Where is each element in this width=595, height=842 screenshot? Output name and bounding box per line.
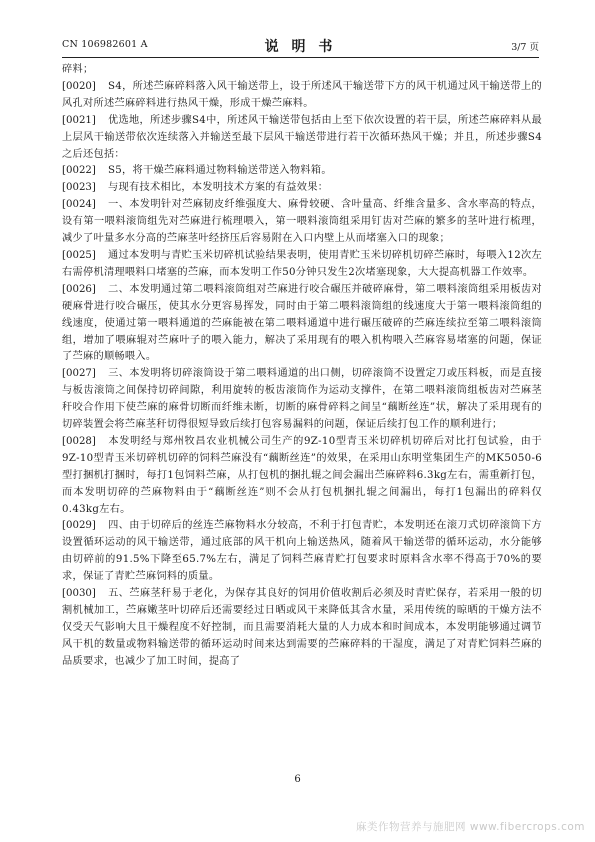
- paragraph-text: 五、苎麻茎秆易于老化，为保存其良好的饲用价值收割后必须及时青贮保存，若采用一般的切割机械加工，苎麻嫩茎叶切碎后还需要经过日晒或风干来降低其含水量，采用传统的晾晒的干燥方法不仅受天气影响大且干燥程度不好控制，而且需要消耗大量的人力成本和时间成本，本发明能够通过调节风干机的数量或物料输送带的循环运动时间来达到需要的苎麻碎料的干湿度，满足了对青贮饲料苎麻的品质要求，也减少了加工时间，提高了: [62, 588, 542, 667]
- page-of-count: 3/7 页: [511, 42, 539, 53]
- paragraph-number: [0022]: [62, 165, 96, 177]
- paragraph-text: 通过本发明与青贮玉米切碎机试验结果表明，使用青贮玉米切碎机切碎苎麻时，每喂入12次左右需停机清理喂料口堵塞的苎麻，而本发明工作50分钟只发生2次堵塞现象，大大提高机器工作效率。: [62, 249, 542, 278]
- paragraph-number: [0029]: [62, 520, 96, 532]
- paragraph-0020: [62, 79, 542, 113]
- paragraph-text: S5，将干燥苎麻料通过物料输送带送入物料箱。: [108, 165, 332, 177]
- paragraph-text: 四、由于切碎后的丝连苎麻物料水分较高，不利于打包青贮，本发明还在滚刀式切碎滚筒下方设置循环运动的风干输送带，通过底部的风干机向上输送热风，随着风干输送带的循环运动，水分能够由切碎前的91.5%下降至65.7%左右，满足了饲料苎麻青贮打包要求时原料含水率不得高于70%的要求，保证了青贮苎麻饲料的质量。: [62, 520, 542, 583]
- paragraph-number: [0027]: [62, 368, 96, 380]
- paragraph-text: 本发明经与郑州牧昌农业机械公司生产的9Z-10型青玉米切碎机切碎后对比打包试验，由于9Z-10型青玉米切碎机切碎的饲料苎麻没有“藕断丝连”的效果，在采用山东明堂集团生产的MK5050-6型打捆机打捆时，每打1包饲料苎麻，从打包机的捆扎辊之间会漏出苎麻碎料6.3kg左右，需重新打包，而本发明切碎的苎麻物料由于“藕断丝连”则不会从打包机捆扎辊之间漏出，每打1包漏出的碎料仅0.43kg左右。: [62, 435, 542, 515]
- paragraph-text: S4，所述苎麻碎料落入风干输送带上，设于所述风干输送带下方的风干机通过风干输送带上的风孔对所述苎麻碎料进行热风干燥，形成干燥苎麻料。: [62, 80, 542, 109]
- site-watermark: 麻类作物营养与施肥网 www.fibercrops.com: [356, 821, 585, 833]
- paragraph-text: 三、本发明将切碎滚筒设于第二喂料通道的出口侧，切碎滚筒不设置定刀或压料板，而是直接与板齿滚筒之间保持切碎间隙，利用旋转的板齿滚筒作为运动支撑件，在第二喂料滚筒组板齿对苎麻茎秆咬合作用下使苎麻的麻骨切断而纤维未断，切断的麻骨碎料之间呈“藕断丝连”状，解决了采用现有的切碎装置会将苎麻茎秆切得很短导致后续打包容易漏料的问题，保证后续打包工作的顺利进行；: [62, 368, 542, 431]
- paragraph-number: [0020]: [62, 80, 96, 92]
- paragraph-0030: [62, 586, 542, 671]
- paragraph-number: [0021]: [62, 114, 96, 126]
- paragraph-number: [0025]: [62, 249, 96, 261]
- paragraph-text: 二、本发明通过第二喂料滚筒组对苎麻进行咬合碾压并破碎麻骨，第二喂料滚筒组采用板齿对硬麻骨进行咬合碾压，使其水分更容易挥发，同时由于第二喂料滚筒组的线速度大于第一喂料滚筒组的线速度，使通过第一喂料通道的苎麻能被在第二喂料通道中进行碾压破碎的苎麻连续拉至第二喂料滚筒组，增加了喂麻辊对苎麻叶子的喂入能力，解决了采用现有的喂入机构喂入苎麻容易堵塞的问题，保证了苎麻的顺畅喂入。: [62, 283, 542, 363]
- paragraph-0024: [62, 197, 542, 248]
- paragraph-0021: [62, 113, 542, 164]
- paragraph-number: [0024]: [62, 199, 96, 211]
- patent-number: CN 106982601 A: [62, 39, 148, 50]
- page-number: 6: [294, 774, 301, 785]
- paragraph-0023: [62, 180, 542, 197]
- paragraph-text: 一、本发明针对苎麻韧皮纤维强度大、麻骨较硬、含叶量高、纤维含量多、含水率高的特点，设有第一喂料滚筒组先对苎麻进行梳理喂入，第一喂料滚筒组采用钉齿对苎麻的繁多的茎叶进行梳理，减少了叶量多水分高的苎麻茎叶经挤压后容易附在入口内壁上从而堵塞入口的现象；: [62, 199, 542, 245]
- paragraph-number: [0026]: [62, 283, 96, 295]
- paragraph-0022: [62, 163, 542, 180]
- page-header: [62, 36, 539, 54]
- header-divider: [62, 57, 539, 58]
- paragraph-0025: [62, 248, 542, 282]
- paragraph-text: 优选地，所述步骤S4中，所述风干输送带包括由上至下依次设置的若干层，所述苎麻碎料从最上层风干输送带依次连续落入并输送至最下层风干输送带进行若干次循环热风干燥；并且，所述步骤S4之后还包括：: [62, 114, 542, 160]
- lead-text: 碎料；: [62, 64, 94, 75]
- paragraph-0028: [62, 434, 542, 519]
- paragraph-number: [0023]: [62, 182, 96, 194]
- paragraph-0029: [62, 518, 542, 586]
- paragraph-text: 与现有技术相比，本发明技术方案的有益效果：: [108, 182, 329, 194]
- document-title: 说 明 书: [264, 39, 337, 55]
- paragraph-number: [0028]: [62, 435, 96, 447]
- paragraph-0027: [62, 366, 542, 434]
- paragraph-number: [0030]: [62, 588, 96, 600]
- document-body: [62, 62, 542, 671]
- paragraph-0026: [62, 282, 542, 367]
